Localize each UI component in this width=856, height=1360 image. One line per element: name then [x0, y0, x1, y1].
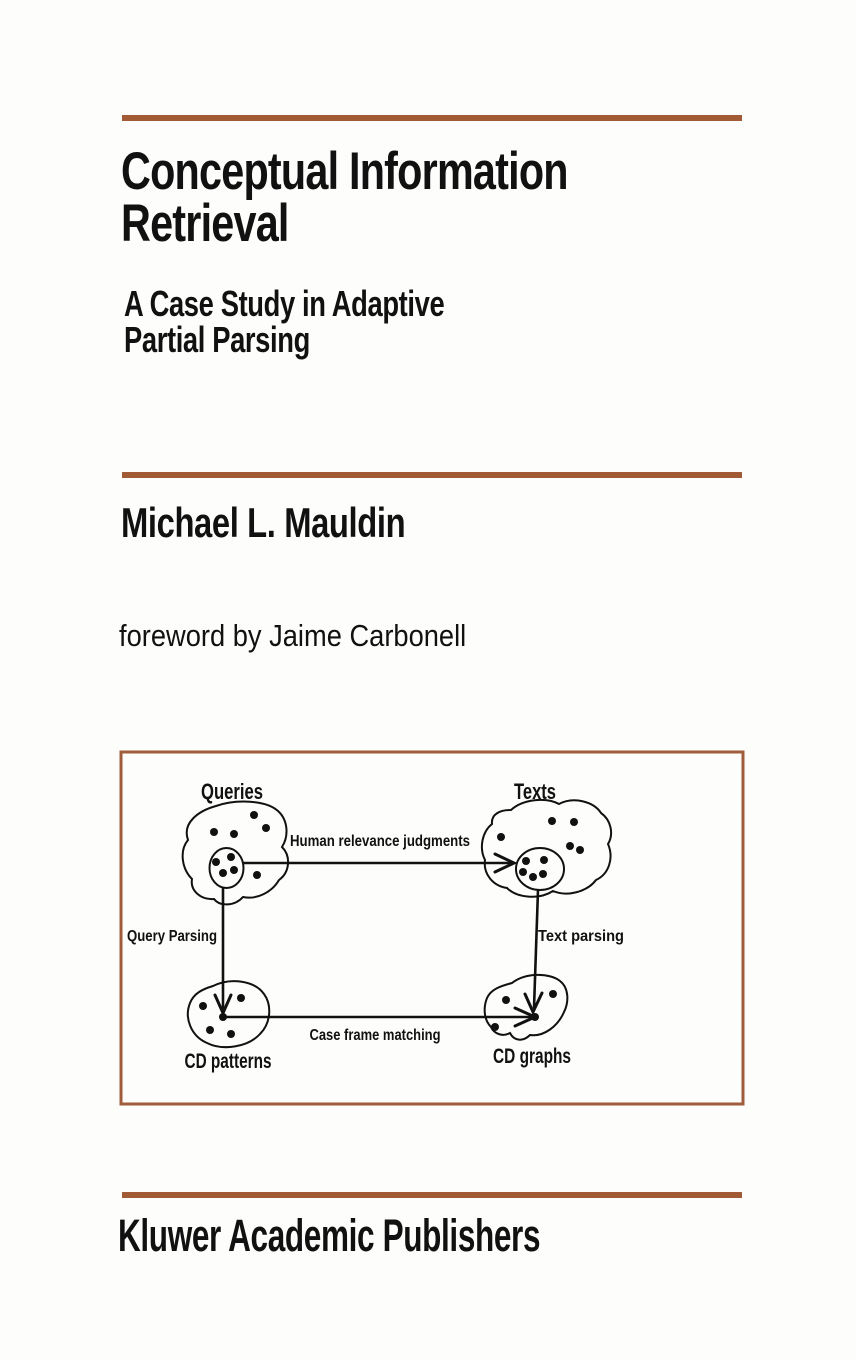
cd-patterns-label: CD patterns: [184, 1050, 272, 1073]
queries-dots: [210, 811, 270, 879]
book-subtitle: [124, 283, 445, 360]
publisher-name: Kluwer Academic Publishers: [118, 1210, 541, 1261]
bottom-rule: [122, 1192, 742, 1198]
book-title: [121, 142, 568, 253]
retrieval-diagram-figure: [119, 750, 745, 1106]
text-parsing-arrow: [534, 890, 538, 1008]
texts-label: Texts: [514, 779, 556, 804]
book-subtitle-line1: A Case Study in Adaptive: [124, 283, 445, 324]
middle-rule: [122, 472, 742, 478]
queries-blob: [183, 802, 288, 905]
queries-cluster-circle: [210, 848, 244, 888]
top-rule: [122, 115, 742, 121]
case-frame-matching-label: Case frame matching: [309, 1027, 441, 1044]
foreword-credit: foreword by Jaime Carbonell: [119, 618, 467, 653]
queries-label: Queries: [201, 779, 263, 804]
text-parsing-label: Text parsing: [538, 928, 624, 945]
cd-graphs-label: CD graphs: [493, 1045, 571, 1068]
human-relevance-label: Human relevance judgments: [290, 833, 471, 850]
book-title-line1: Conceptual Information: [121, 142, 568, 201]
author-name: Michael L. Mauldin: [121, 499, 406, 546]
cd-patterns-blob: [188, 981, 269, 1047]
query-parsing-label: Query Parsing: [127, 928, 217, 945]
book-title-line2: Retrieval: [121, 194, 289, 253]
book-subtitle-line2: Partial Parsing: [124, 319, 310, 360]
